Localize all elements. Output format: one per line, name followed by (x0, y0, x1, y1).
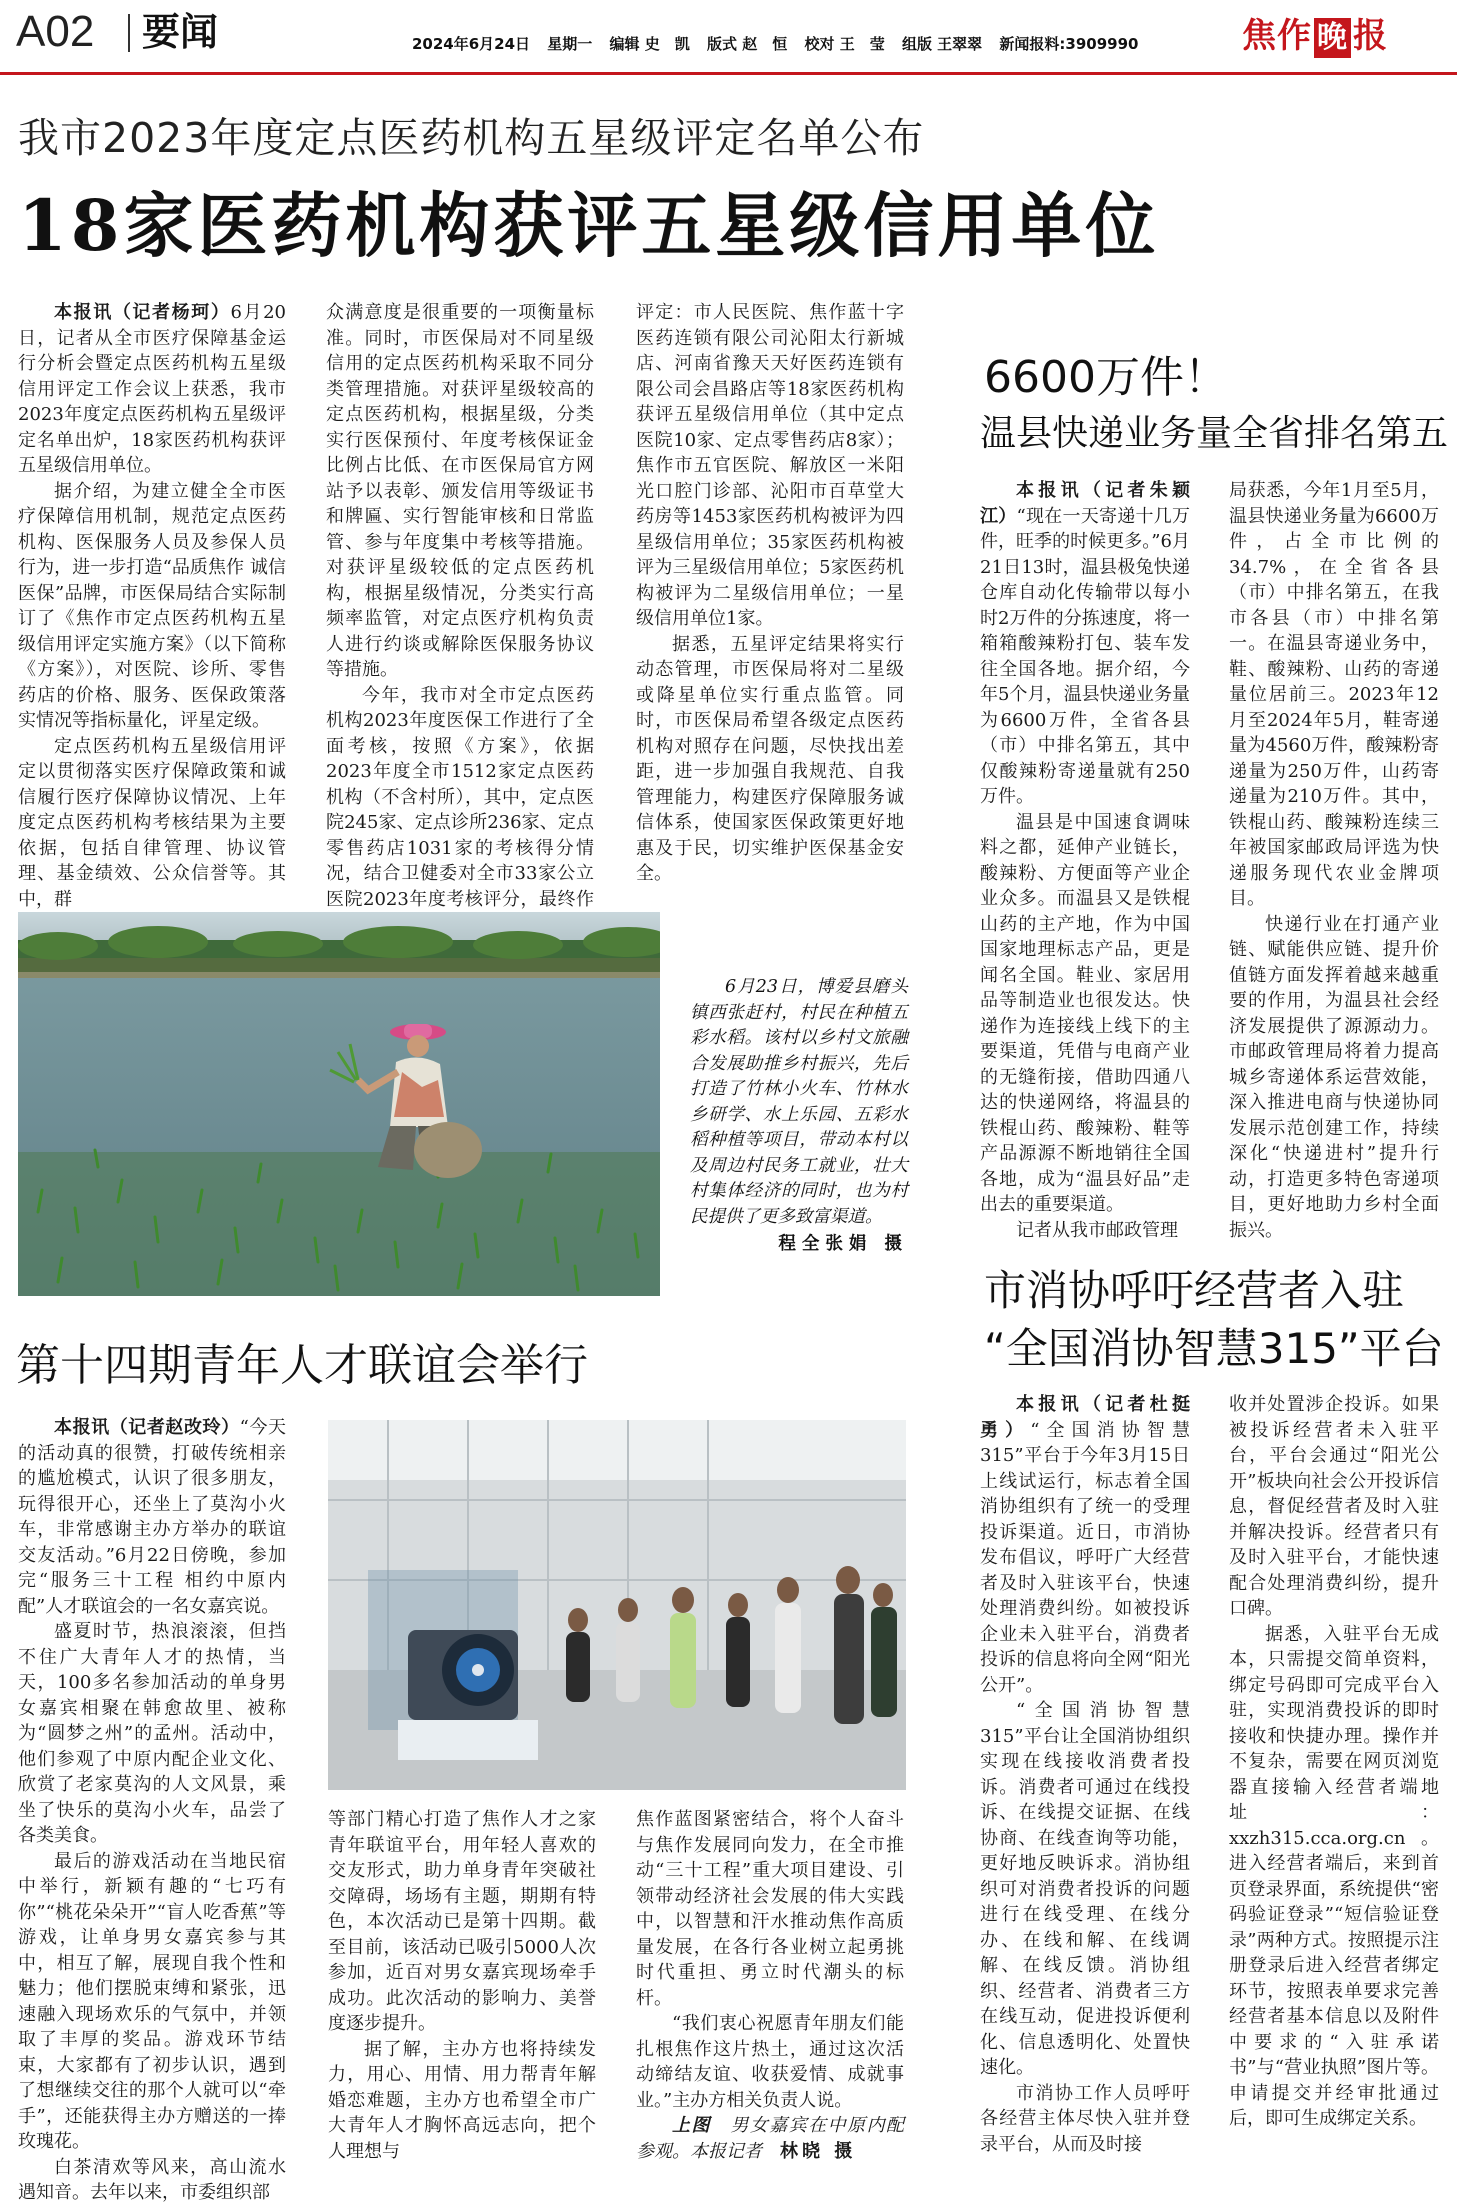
paragraph: 记者从我市邮政管理 (1016, 1219, 1178, 1241)
lead-column-3 (636, 300, 904, 887)
youth-event-photo (328, 1420, 906, 1790)
editor-credit: 编辑 史 凯 (609, 35, 690, 53)
lead-headline: 18家医药机构获评五星级信用单位 (18, 184, 1160, 267)
paragraph: 等部门精心打造了焦作人才之家青年联谊平台，用年轻人喜欢的交友形式，助力单身青年突破社交障碍，场场有主题，期期有特色，本次活动已是第十四期。截至目前，该活动已吸引5000人次参加，近百对男女嘉宾现场牵手成功。此次活动的影响力、美誉度逐步提升。 (328, 1809, 596, 2034)
paragraph: 白茶清欢等风来，高山流水遇知音。去年以来，市委组织部 (18, 2156, 286, 2203)
photo1-caption (690, 975, 908, 1258)
express-column-1 (980, 478, 1190, 1243)
logo-mark: 晚 (1314, 18, 1351, 58)
consumer-title (984, 1262, 1454, 1378)
paragraph: 盛夏时节，热浪滚滚，但挡不住广大青年人才的热情，当天，100多名参加活动的单身男女嘉宾相聚在韩愈故里、被称为“圆梦之州”的孟州。活动中，他们参观了中原内配企业文化、欣赏了老家莫沟的人文风景，乘坐了快乐的莫沟小火车，品尝了各类美食。 (18, 1621, 286, 1846)
paragraph: 本报讯（记者朱颖江）“现在一天寄递十几万件，旺季的时候更多。”6月21日13时，温县极兔快递仓库自动化传输带以每小时2万件的分拣速度，将一箱箱酸辣粉打包、装车发往全国各地。据介绍，今年5个月，温县快递业务量为6600万件，全省各县（市）中排名第五，其中仅酸辣粉寄递量就有250万件。 (980, 480, 1191, 807)
paragraph: 据悉，五星评定结果将实行动态管理，市医保局将对二星级或降星单位实行重点监管。同时，市医保局希望各级定点医药机构对照存在问题，尽快找出差距，进一步加强自我规范、自我管理能力，构建医疗保障服务诚信体系，使国家医保政策更好地惠及于民，切实维护医保基金安全。 (636, 633, 904, 884)
paragraph: “全国消协智慧315”平台让全国消协组织实现在线接收消费者投诉。消费者可通过在线投诉、在线提交证据、在线协商、在线查询等功能，更好地反映诉求。消协组织可对消费者投诉的问题进行在线受理、在线分办、在线和解、在线调解、在线反馈。消协组织、经营者、消费者三方在线互动，促进投诉便利化、信息透明化、处置快速化。 (980, 1700, 1190, 2078)
youth-column-2 (328, 1807, 596, 2164)
paragraph: 本报讯（记者杨珂）6月20日，记者从全市医疗保障基金运行分析会暨定点医药机构五星级信用评定工作会议上获悉，我市2023年度定点医药机构五星级评定名单出炉，18家医药机构获评五星级信用单位。 (18, 302, 287, 476)
paragraph: 快递行业在打通产业链、赋能供应链、提升价值链方面发挥着越来越重要的作用，为温县社会经济发展提供了源源动力。市邮政管理局将着力提高城乡寄递体系运营效能，深入推进电商与快递协同发展示范创建工作，持续深化“快递进村”提升行动，打造更多特色寄递项目，更好地助力乡村全面振兴。 (1229, 913, 1439, 1241)
express-title: 6600万件！ (984, 352, 1228, 403)
paragraph: 据悉，入驻平台无成本，只需提交简单资料，绑定号码即可完成平台入驻，实现消费投诉的即时接收和快捷办理。操作并不复杂，需要在网页浏览器直接输入经营者端地址：xxzh315.cca.org.cn。进入经营者端后，来到首页登录界面，系统提供“密码验证登录”“短信验证登录”两种方式。按照提示注册登录后进入经营者绑定环节，按照表单要求完善经营者基本信息以及附件中要求的“入驻承诺书”与“营业执照”图片等。申请提交并经审批通过后，即可生成绑定关系。 (1229, 1623, 1439, 2129)
issue-date: 2024年6月24日 (412, 35, 531, 53)
photo2-caption: 上图 男女嘉宾在中原内配参观。本报记者 林晓 摄 (636, 2115, 905, 2162)
logo-text: 焦作 (1242, 16, 1312, 56)
newspaper-logo (1242, 10, 1442, 62)
header-rule (0, 72, 1457, 75)
rice-field-illustration (18, 912, 660, 1296)
page-number: A02 (16, 7, 95, 56)
news-hotline: 新闻报料:3909990 (999, 35, 1139, 53)
paragraph: 最后的游戏活动在当地民宿中举行，新颖有趣的“七巧有你”“桃花朵朵开”“盲人吃香蕉”等游戏，让单身男女嘉宾参与其中，相互了解，展现自我个性和魅力；他们摆脱束缚和紧张，迅速融入现场欢乐的气氛中，并领取了丰厚的奖品。游戏环节结束，大家都有了初步认识，遇到了想继续交往的那个人就可以“牵手”，还能获得主办方赠送的一捧玫瑰花。 (18, 1850, 286, 2152)
paragraph: “我们衷心祝愿青年朋友们能扎根焦作这片热土，通过这次活动缔结友谊、收获爱情、成就事业。”主办方相关负责人说。 (636, 2013, 904, 2111)
rice-field-photo (18, 912, 660, 1296)
header-meta (412, 34, 1150, 54)
paragraph: 市消协工作人员呼吁各经营主体尽快入驻并登录平台，从而及时接 (980, 2082, 1190, 2155)
paragraph: 本报讯（记者赵改玲）“今天的活动真的很赞，打破传统相亲的尴尬模式，认识了很多朋友，玩得很开心，还坐上了莫沟小火车，非常感谢主办方举办的联谊交友活动。”6月22日傍晚，参加完“服务三十工程 相约中原内配”人才联谊会的一名女嘉宾说。 (18, 1417, 287, 1617)
youth-column-3 (636, 1807, 904, 2164)
paragraph: 评定：市人民医院、焦作蓝十字医药连锁有限公司沁阳太行新城店、河南省豫天天好医药连锁有限公司会昌路店等18家医药机构获评五星级信用单位（其中定点医院10家、定点零售药店8家）；焦作市五官医院、解放区一米阳光口腔门诊部、沁阳市百草堂大药房等1453家医药机构被评为四星级信用单位；35家医药机构被评为三星级信用单位；5家医药机构被评为二星级信用单位；一星级信用单位1家。 (636, 302, 904, 629)
section-title: 要闻 (142, 10, 219, 54)
paragraph: 据了解，主办方也将持续发力，用心、用情、用力帮青年解婚恋难题，主办方也希望全市广大青年人才胸怀高远志向，把个人理想与 (328, 2038, 596, 2162)
youth-column-1 (18, 1415, 286, 2206)
consumer-column-2 (1229, 1392, 1439, 2132)
issue-weekday: 星期一 (547, 35, 593, 53)
caption-text: 6月23日，博爱县磨头镇西张赶村，村民在种植五彩水稻。该村以乡村文旅融合发展助推乡村振兴，先后打造了竹林小火车、竹林水乡研学、水上乐园、五彩水稻种植等项目，带动本村以及周边村民务工就业，壮大村集体经济的同时，也为村民提供了更多致富渠道。 (690, 977, 908, 1227)
layout-credit: 版式 赵 恒 (707, 35, 788, 53)
paragraph: 本报讯（记者杜挺勇）“全国消协智慧315”平台于今年3月15日上线试运行，标志着全国消协组织有了统一的受理投诉渠道。近日，市消协发布倡议，呼吁广大经营者及时入驻该平台，快速处理消费纠纷。如被投诉企业未入驻平台，消费者投诉的信息将向全网“阳光公开”。 (980, 1394, 1191, 1696)
paragraph: 定点医药机构五星级信用评定以贯彻落实医疗保障政策和诚信履行医疗保障协议情况、上年度定点医药机构考核结果为主要依据，包括自律管理、协议管理、基金绩效、公众信誉等。其中，群 (18, 735, 286, 910)
header-divider (128, 14, 130, 52)
lead-column-2 (326, 300, 594, 938)
lead-column-1 (18, 300, 286, 912)
consumer-column-1 (980, 1392, 1190, 2157)
photo1-credit: 程全张娟 摄 (778, 1234, 908, 1254)
paragraph: 据介绍，为建立健全全市医疗保障信用机制，规范定点医药机构、医保服务人员及参保人员行为，进一步打造“品质焦作 诚信医保”品牌，市医保局结合实际制订了《焦作市定点医药机构五星级信用评定实施方案》（以下简称《方案》），对医院、诊所、零售药店的价格、服务、医保政策落实情况等指标量化，评星定级。 (18, 480, 286, 731)
express-column-2 (1229, 478, 1439, 1243)
paragraph: 众满意度是很重要的一项衡量标准。同时，市医保局对不同星级信用的定点医药机构采取不同分类管理措施。对获评星级较高的定点医药机构，根据星级，分类实行医保预付、年度考核保证金比例占比低、在市医保局官方网站予以表彰、颁发信用等级证书和牌匾、实行智能审核和日常监管、参与年度集中考核等措施。对获评星级较低的定点医药机构，根据星级情况，分类实行高频率监管，对定点医疗机构负责人进行约谈或解除医保服务协议等措施。 (326, 302, 594, 680)
consumer-title-line: “全国消协智慧315”平台 (984, 1324, 1444, 1373)
proof-credit: 校对 王 莹 (804, 35, 885, 53)
consumer-title-line: 市消协呼吁经营者入驻 (984, 1266, 1405, 1315)
paragraph: 局获悉，今年1月至5月，温县快递业务量为6600万件，占全市比例的34.7%，在全省各县（市）中排名第五，在我市各县（市）中排名第一。在温县寄递业务中，鞋、酸辣粉、山药的寄递量位居前三。2023年12月至2024年5月，鞋寄递量为4560万件，酸辣粉寄递量为250万件，山药寄递量为210万件。其中，铁棍山药、酸辣粉连续三年被国家邮政局评选为快递服务现代农业金牌项目。 (1229, 480, 1439, 909)
lead-kicker: 我市2023年度定点医药机构五星级评定名单公布 (18, 114, 925, 162)
paragraph: 焦作蓝图紧密结合，将个人奋斗与焦作发展同向发力，在全市推动“三十工程”重大项目建设、引领带动经济社会发展的伟大实践中，以智慧和汗水推动焦作高质量发展，在各行各业树立起勇挑时代重担、勇立时代潮头的标杆。 (636, 1809, 904, 2009)
exhibition-hall-illustration (328, 1420, 906, 1790)
group-credit: 组版 王翠翠 (901, 35, 983, 53)
paragraph: 收并处置涉企投诉。如果被投诉经营者未入驻平台，平台会通过“阳光公开”板块向社会公开投诉信息，督促经营者及时入驻并解决投诉。经营者只有及时入驻平台，才能快速配合处理消费纠纷，提升口碑。 (1229, 1394, 1439, 1619)
youth-title: 第十四期青年人才联谊会举行 (16, 1340, 588, 1391)
paragraph: 今年，我市对全市定点医药机构2023年度医保工作进行了全面考核，按照《方案》，依据2023年度全市1512家定点医药机构（不含村所），其中，定点医院245家、定点诊所236家、定点零售药店1031家的考核得分情况，结合卫健委对全市33家公立医院2023年度考核评分，最终作 (326, 684, 594, 910)
logo-text: 报 (1353, 16, 1388, 56)
paragraph: 温县是中国速食调味料之都，延伸产业链长，酸辣粉、方便面等产业企业众多。而温县又是铁棍山药的主产地，作为中国国家地理标志产品，更是闻名全国。鞋业、家居用品等制造业也很发达。快递作为连接线上线下的主要渠道，凭借与电商产业的无缝衔接，借助四通八达的快递网络，将温县的铁棍山药、酸辣粉、鞋等产品源源不断地销往全国各地，成为“温县好品”走出去的重要渠道。 (980, 811, 1190, 1215)
express-subtitle: 温县快递业务量全省排名第五 (980, 413, 1449, 454)
